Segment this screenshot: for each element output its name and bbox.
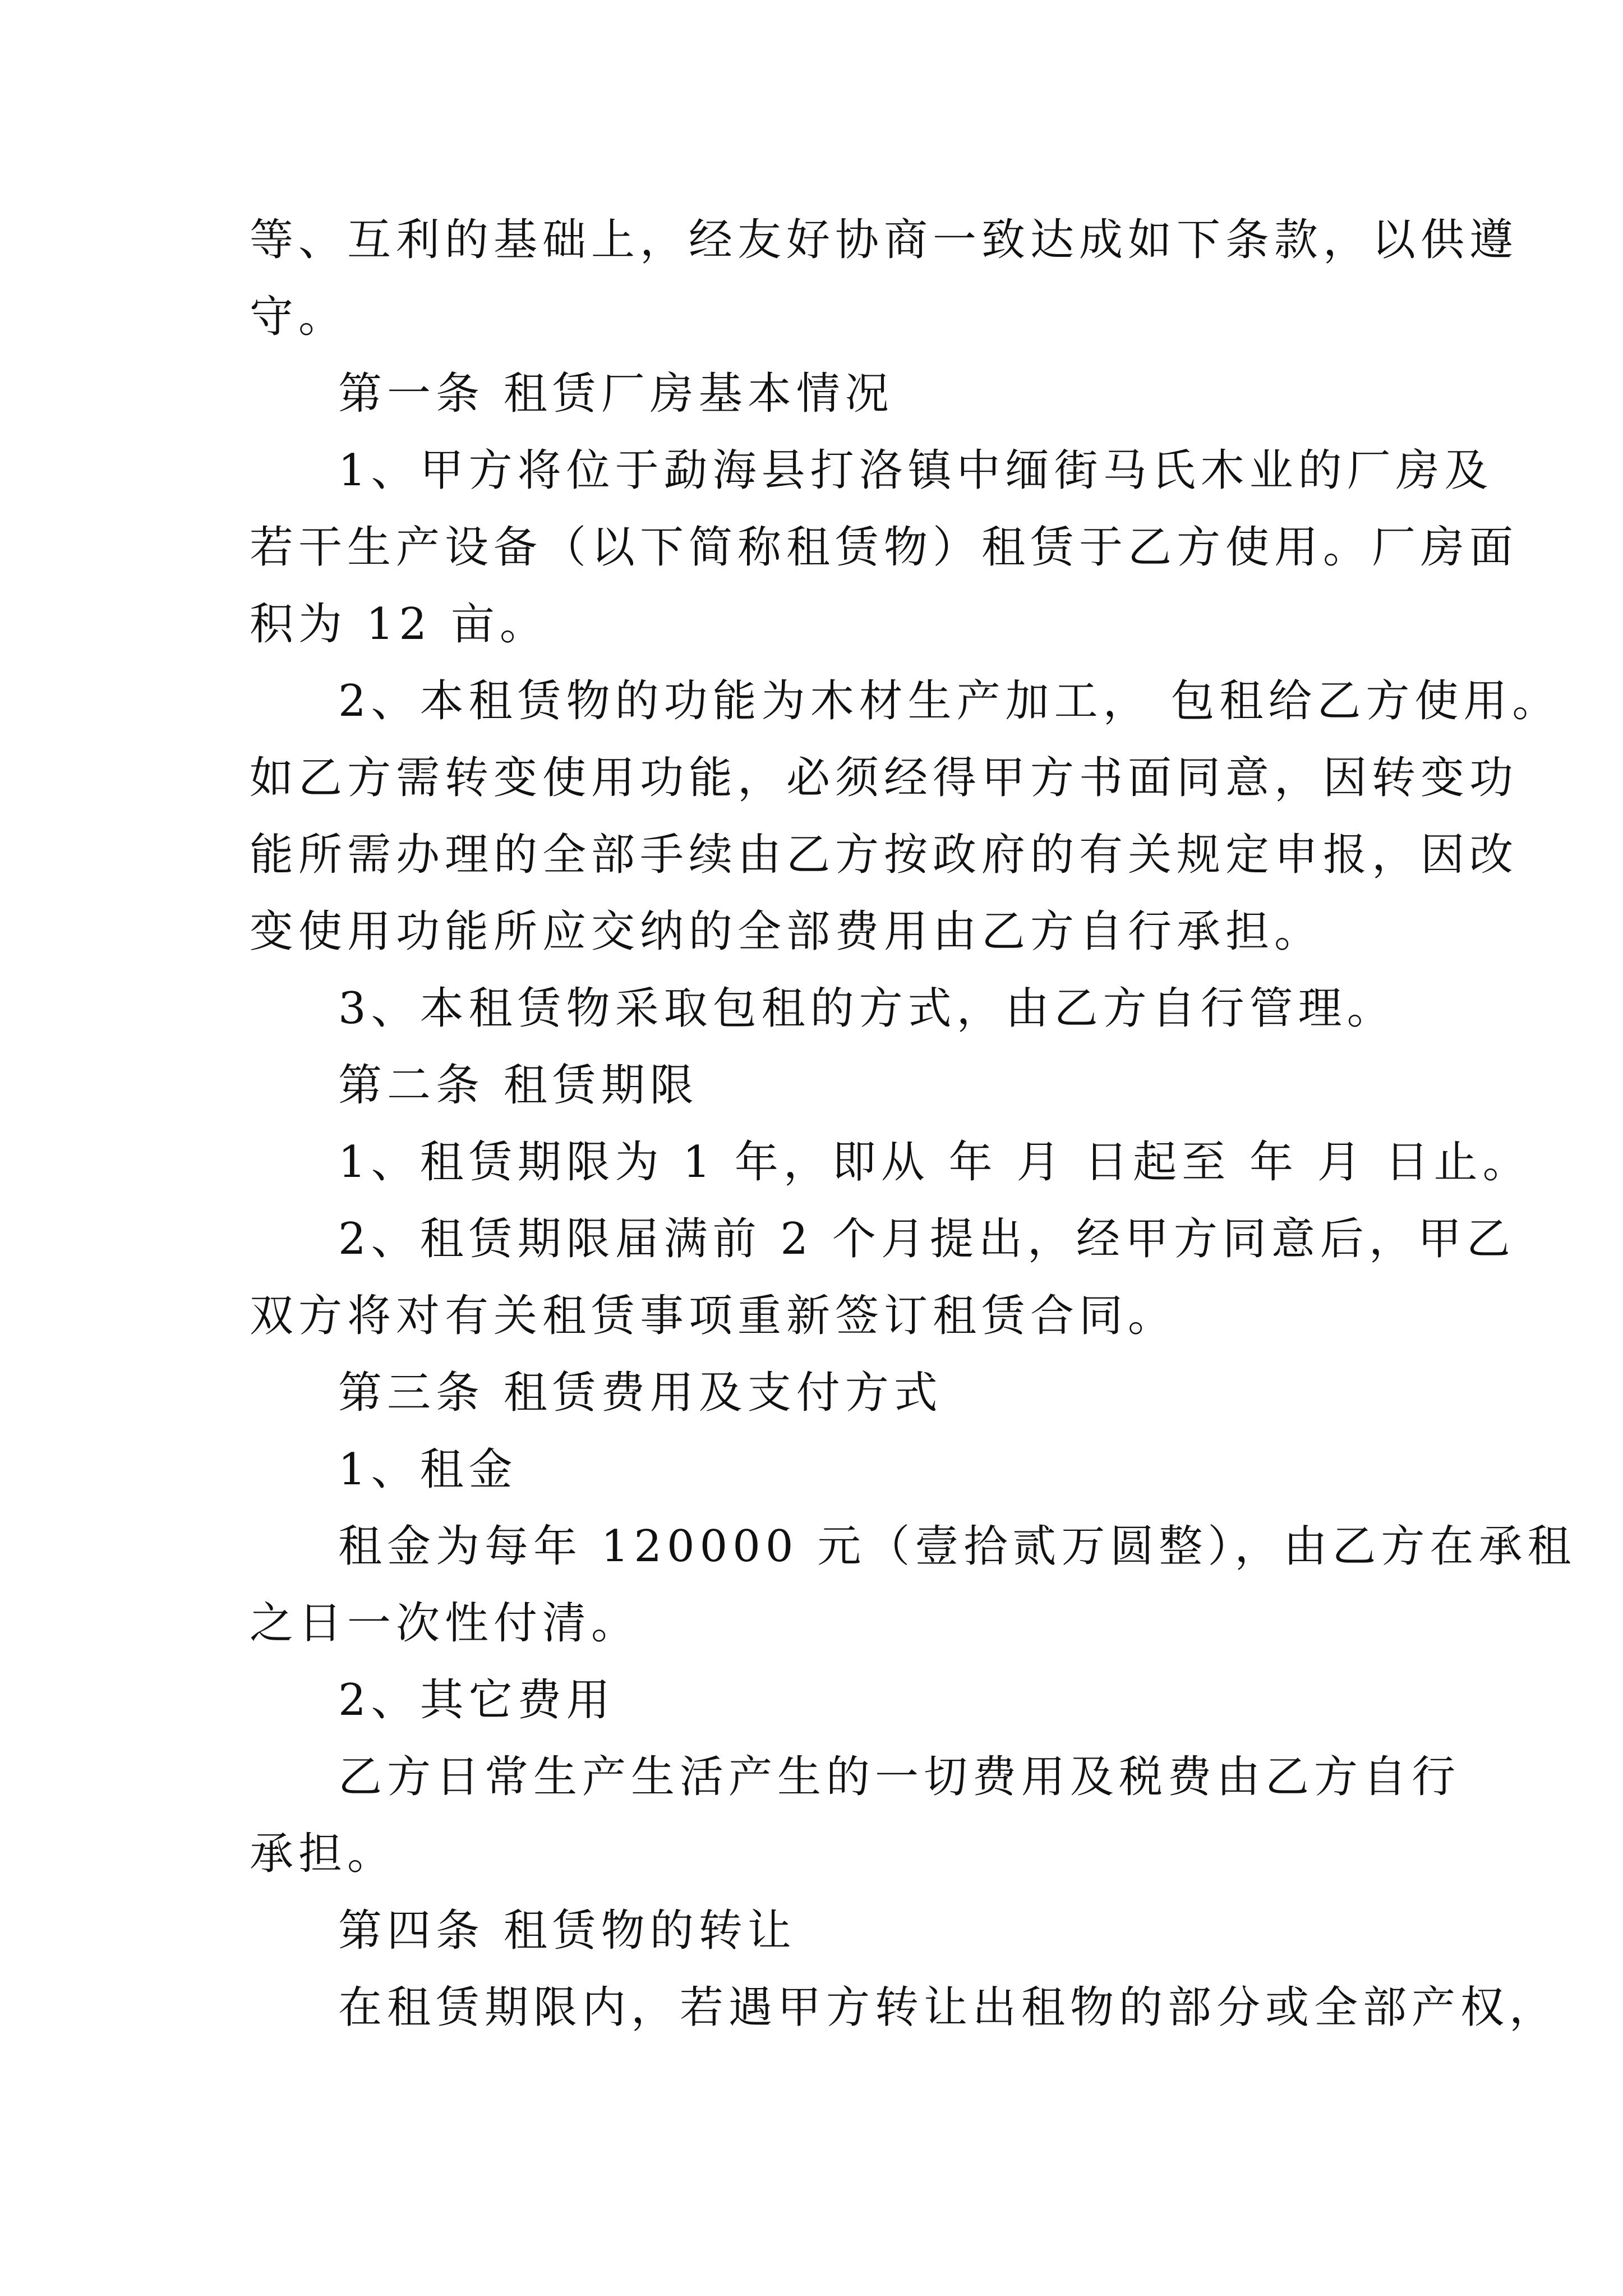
text-line: 之日一次性付清。	[250, 1598, 640, 1649]
text-line: 积为 12 亩。	[250, 599, 548, 650]
text-line: 1、租金	[338, 1444, 518, 1495]
text-line: 1、甲方将位于勐海县打洛镇中缅街马氏木业的厂房及	[338, 445, 1493, 496]
section-heading: 第四条 租赁物的转让	[338, 1906, 796, 1956]
text-line: 若干生产设备（以下简称租赁物）租赁于乙方使用。厂房面	[250, 522, 1519, 573]
text-line: 乙方日常生产生活产生的一切费用及税费由乙方自行	[338, 1752, 1461, 1802]
section-heading: 第二条 租赁期限	[338, 1060, 699, 1111]
text-line: 等、互利的基础上，经友好协商一致达成如下条款，以供遵	[250, 215, 1519, 265]
text-line: 2、租赁期限届满前 2 个月提出，经甲方同意后，甲乙	[338, 1214, 1515, 1264]
text-line: 在租赁期限内，若遇甲方转让出租物的部分或全部产权，	[338, 1982, 1559, 2033]
document-page	[250, 202, 1576, 2046]
text-line: 双方将对有关租赁事项重新签订租赁合同。	[250, 1291, 1177, 1341]
text-line: 租金为每年 120000 元（壹拾贰万圆整），由乙方在承租	[338, 1521, 1576, 1572]
text-line: 如乙方需转变使用功能，必须经得甲方书面同意，因转变功	[250, 753, 1519, 803]
text-line: 承担。	[250, 1829, 396, 1879]
text-line: 变使用功能所应交纳的全部费用由乙方自行承担。	[250, 907, 1324, 957]
text-line: 2、其它费用	[338, 1675, 615, 1726]
text-line: 3、本租赁物采取包租的方式，由乙方自行管理。	[338, 983, 1396, 1034]
text-line: 1、租赁期限为 1 年，即从 年 月 日起至 年 月 日止。	[338, 1137, 1532, 1188]
text-line: 守。	[250, 292, 348, 342]
section-heading: 第一条 租赁厂房基本情况	[338, 369, 894, 419]
text-line: 2、本租赁物的功能为木材生产加工， 包租给乙方使用。	[338, 676, 1561, 726]
section-heading: 第三条 租赁费用及支付方式	[338, 1368, 943, 1418]
text-line: 能所需办理的全部手续由乙方按政府的有关规定申报，因改	[250, 830, 1519, 880]
